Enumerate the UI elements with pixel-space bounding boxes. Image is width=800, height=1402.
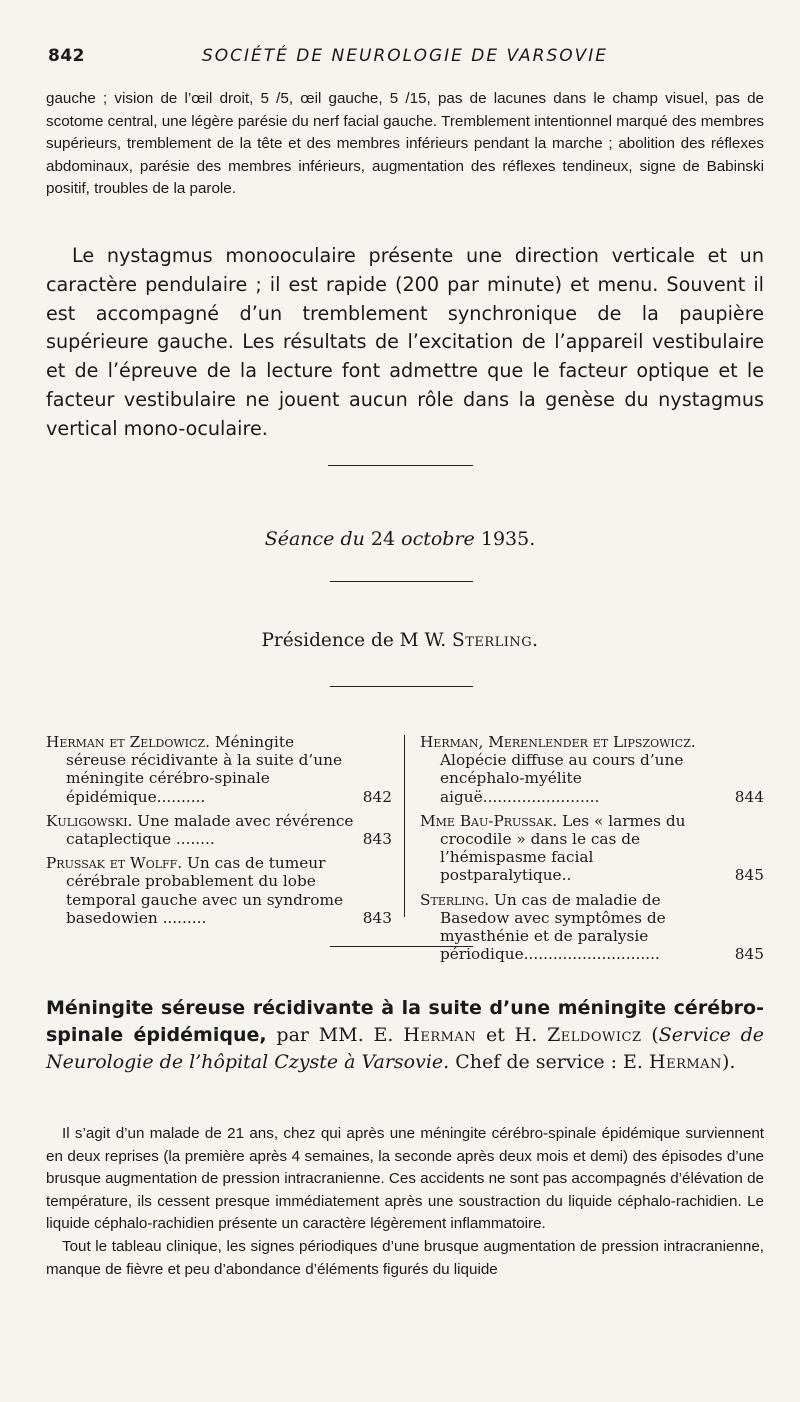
presidency-name: Sterling. — [452, 630, 539, 651]
toc-page: 845 — [734, 866, 764, 885]
divider-rule-1 — [328, 465, 473, 466]
article-chef: Chef de service : E. — [455, 1051, 643, 1073]
article-close: ). — [721, 1051, 736, 1073]
session-month: octobre — [401, 528, 475, 550]
toc-title: Méningite séreuse récidivante à la suite d’une méningite cérébro-spinale épidémique.......... — [66, 733, 342, 806]
body-paragraph: Tout le tableau clinique, les signes périodiques d’une brusque augmentation de pression intracranienne, manque de fièvre et peu d’abondance d’éléments figurés du liquide — [46, 1237, 764, 1278]
toc-author: Herman, Merenlender et Lipszowicz. — [420, 733, 696, 751]
presidency — [0, 630, 800, 651]
toc-entry — [420, 733, 764, 806]
divider-rule-2 — [330, 581, 473, 582]
session-date — [0, 528, 800, 550]
toc-entry — [46, 854, 392, 927]
toc-entry — [46, 733, 392, 806]
toc-left-column — [46, 733, 392, 933]
toc-author: Prussak et Wolff. — [46, 854, 183, 873]
article-chef-name: Herman — [649, 1051, 722, 1073]
toc-page: 844 — [734, 787, 764, 806]
toc-page: 842 — [362, 787, 392, 806]
toc-title: Une malade avec révérence cataplectique ........ — [66, 811, 354, 849]
toc-entry — [46, 812, 392, 848]
divider-rule-3 — [330, 686, 473, 687]
article-by: par MM. E. — [276, 1024, 394, 1046]
article-author-2: Zeldowicz — [547, 1024, 642, 1046]
session-prefix: Séance du — [264, 528, 365, 550]
article-service: Service de Neurologie de l’hôpital Czyste à Varsovie. — [46, 1024, 764, 1073]
toc-entry — [420, 812, 764, 885]
toc-title: Alopécie diffuse au cours d’une encéphalo-myélite aiguë........................ — [440, 751, 684, 806]
toc-title: Les « larmes du crocodile » dans le cas de l’hémispasme facial postparalytique.. — [440, 811, 686, 885]
toc-title: Un cas de maladie de Basedow avec symptômes de myasthénie et de paralysie périodique............................ — [440, 890, 666, 964]
running-head: SOCIÉTÉ DE NEUROLOGIE DE VARSOVIE — [201, 46, 609, 66]
toc-page: 843 — [362, 830, 392, 849]
divider-rule-4 — [330, 946, 473, 947]
article-heading — [46, 995, 764, 1076]
article-and: et H. — [486, 1024, 538, 1046]
toc-column-divider — [404, 735, 405, 917]
toc-title: Un cas de tumeur cérébrale probablement du lobe temporal gauche avec un syndrome basedowien ......... — [66, 854, 344, 927]
page-number: 842 — [48, 46, 85, 66]
article-service-open: ( — [651, 1024, 659, 1046]
toc-entry — [420, 891, 764, 964]
toc-page: 845 — [734, 945, 764, 964]
article-title: Méningite séreuse récidivante à la suite d’une méningite cérébro-spinale épidémique, — [46, 997, 764, 1046]
page-header — [48, 46, 762, 72]
body-paragraph: Il s’agit d’un malade de 21 ans, chez qui après une méningite cérébro-spinale épidémique surviennent en deux reprises (la première après 4 semaines, la seconde après deux mois et demi) des épisodes d’une brusque augmentation de pression intracranienne. Ces accidents ne sont pas accompagnés d’élévation de température, ils cessent presque immédiatement après une soustraction du liquide céphalo-rachidien. Le liquide céphalo-rachidien présente un caractère légèrement inflammatoire. — [46, 1125, 764, 1233]
article-author-1: Herman — [403, 1024, 477, 1046]
toc-author: Mme Bau-Prussak. — [420, 811, 558, 830]
table-of-contents — [46, 733, 764, 964]
paragraph-nystagmus: Le nystagmus monooculaire présente une direction verticale et un caractère pendulaire ; il est rapide (200 par minute) et menu. Souvent il est accompagné d’un tremblement synchronique de la paupière supérieure gauche. Les résultats de l’excitation de l’appareil vestibulaire et de l’épreuve de la lecture font admettre que le facteur optique et le facteur vestibulaire ne jouent aucun rôle dans la genèse du nystagmus vertical mono-oculaire. — [46, 244, 764, 440]
paragraph-top: gauche ; vision de l’œil droit, 5 /5, œil gauche, 5 /15, pas de lacunes dans le champ visuel, pas de scotome central, une légère parésie du nerf facial gauche. Tremblement intentionnel marqué des membres supérieurs, tremblement de la tête et des membres inférieurs pendant la marche ; abolition des réflexes abdominaux, parésie des membres inférieurs, augmentation des réflexes tendineux, signe de Babinski positif, troubles de la parole. — [46, 90, 764, 197]
session-year: 1935. — [480, 528, 536, 550]
toc-author: Kuligowski. — [46, 811, 133, 830]
article-body — [46, 1123, 764, 1281]
session-day: 24 — [370, 528, 396, 550]
toc-right-column — [420, 733, 764, 969]
toc-author: Sterling. — [420, 890, 490, 909]
toc-page: 843 — [362, 908, 392, 927]
toc-author: Herman et Zeldowicz. — [46, 733, 210, 751]
presidency-prefix: Présidence de M W. — [261, 630, 447, 651]
